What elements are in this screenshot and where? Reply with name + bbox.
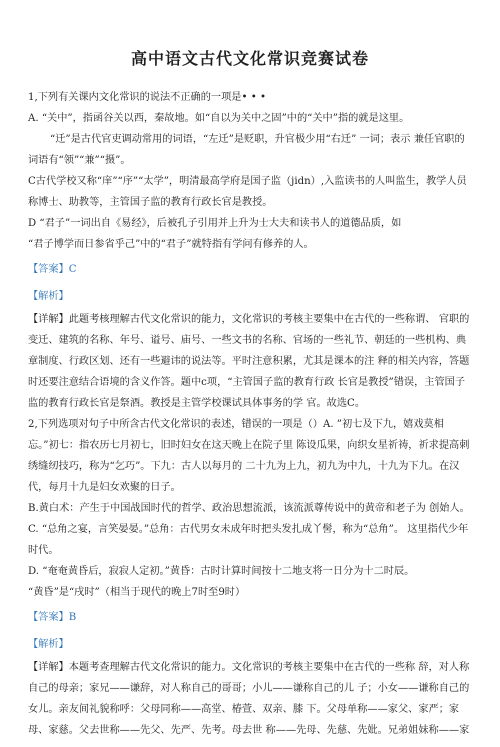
analysis-label: 【解析】: [28, 639, 69, 650]
question-1-option-b: “迁”是古代官吏调动常用的词语，“左迁”是贬职，升官极少用“右迁” 一词；表示 兼任官职的词语有“领”“兼”“摄”。: [28, 134, 465, 166]
question-1-option-d-cont: “君子博学而日参省乎己”中的“君子”就特指有学问有修养的人。: [28, 239, 314, 250]
detail-text: 此题考核理解古代文化常识的能力，文化常识的考核主要集中在古代的一些称谓、 官职的变迁、建筑的名称、年号、谥号、庙号、一些文书的名称、官场的一些礼节、朝廷的一些机构、典章制度、行政区划、还有一些避讳的说法等。平时注意积累，尤其是课本的注 释的相关内容，答题时还要注意结合语境的含义作答。题中c项，“主管国子监的教育行政 长官是教授”错误，主管国子监的教育行政长官是祭酒。教授是主管学校课试具体事务的学 官。故选C。: [28, 314, 470, 409]
question-2-option-d-cont: “黄昏”是“戌时”（相当于现代的晚上7时至9时）: [28, 587, 246, 598]
question-2: [28, 414, 472, 741]
answer-label: 【答案】: [28, 612, 69, 623]
answer-value: B: [68, 612, 77, 623]
detail-label: 【详解】: [28, 662, 69, 673]
analysis-label: 【解析】: [28, 291, 69, 302]
question-1-answer: [28, 259, 472, 280]
question-2-analysis-label: [28, 634, 472, 655]
question-2-option-c: C. “总角之宴，言笑晏晏。”总角：古代男女未成年时把头发扎成丫髻，称为“总角”。 这里指代少年时代。: [28, 524, 469, 556]
question-1-option-c: C古代学校又称“庠”“序”“太学”，明清最高学府是国子监（jidn）,入监读书的人叫监生，教学人员称博士、助教等，主管国子监的教育行政长官是教授。: [28, 176, 467, 208]
answer-label: 【答案】: [28, 264, 69, 275]
question-1-stem: 1,下列有关课内文化常识的说法不正确的一项是• • •: [28, 92, 266, 103]
question-1-option-d: D “君子”一词出自《易经》，后被孔子引用并上升为士大夫和读书人的道德品质，如: [28, 218, 402, 229]
question-2-option-d: D. “奄奄黄昏后，寂寂人定初。”黄昏：古时计算时间按十二地支将一日分为十二时辰。: [28, 566, 415, 577]
question-1-option-a: A. “关中”，指函谷关以西，秦故地。如“自以为关中之固”中的“关中”指的就是这里。: [28, 113, 410, 124]
question-2-detail: [28, 657, 472, 741]
question-2-stem: 2,下列选项对句子中所含古代文化常识的表述，错误的一项是（）A. ”初七及下九，嬉戏莫相忘。”初七：指农历七月初七，旧时妇女在这天晚上在院子里 陈设瓜果，向织女星祈祷，祈求提高刺绣缝纫技巧，称为“乞巧”。下九：古人以每月的 二十九为上九，初九为中九，十九为下九。在汉代，每月十九是妇女欢聚的日子。: [28, 419, 470, 493]
question-1-detail: [28, 309, 472, 414]
question-2-answer: [28, 607, 472, 628]
question-2-option-b: B.黄白术：产生于中国战国时代的哲学、政治思想流派，该流派尊传说中的黄帝和老子为 创始人。: [28, 503, 470, 514]
detail-label: 【详解】: [28, 314, 69, 325]
answer-value: C: [68, 264, 77, 275]
detail-text: 本题考查理解古代文化常识的能力。文化常识的考核主要集中在古代的一些称 辞，对人称自己的母亲；家兄——谦辞，对人称自己的哥哥；小儿——谦称自己的儿 子；小女——谦称自己的女儿。亲友间礼貌称呼：父母同称——高堂、椿萱、双亲、膝 下。父母单称——家父、家严；家母、家慈。父去世称——先父、先严、先考。母去世 称——先母、先慈、先妣。兄弟姐妹称——家: [28, 662, 470, 736]
question-1-analysis-label: [28, 286, 472, 307]
question-1: [28, 87, 472, 414]
page-title: 高中语文古代文化常识竞赛试卷: [130, 49, 369, 68]
